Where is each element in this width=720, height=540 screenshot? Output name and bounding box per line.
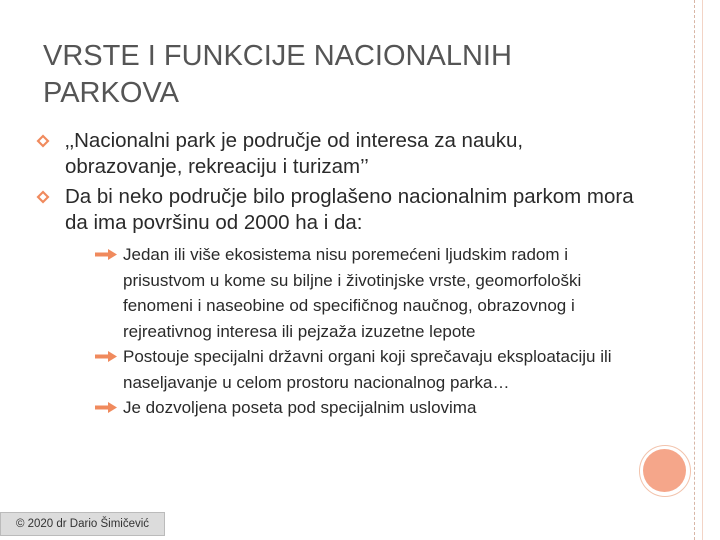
right-border-dashed-line xyxy=(694,0,695,540)
sub-bullet-text: Postouje specijalni državni organi koji sprečavaju eksploataciju ili naseljavanje u celom prostoru nacionalnog parka… xyxy=(123,347,612,392)
sub-bullet-text: Jedan ili više ekosistema nisu poremećeni ljudskim radom i prisustvom u kome su biljne i životinjske vrste, geomorfološki fenomeni i naseobine od specifičnog naučnog, obrazovnog i rejreativnog interesa ili pejzaža izuzetne lepote xyxy=(123,245,582,341)
bullet-item xyxy=(36,184,636,236)
bullet-text: Da bi neko područje bilo proglašeno nacionalnim parkom mora da ima površinu od 2000 ha i da: xyxy=(65,185,634,234)
arrow-bullet-icon xyxy=(94,350,118,363)
sub-bullet-item xyxy=(92,242,636,344)
sub-bullet-item xyxy=(92,395,636,421)
decorative-circle xyxy=(643,449,686,492)
title-line-2: PARKOVA xyxy=(43,77,179,109)
sub-bullet-item xyxy=(92,344,636,395)
bullet-item xyxy=(36,128,636,180)
arrow-bullet-icon xyxy=(94,401,118,414)
copyright-footer: © 2020 dr Dario Šimičević xyxy=(0,512,165,536)
arrow-bullet-icon xyxy=(94,248,118,261)
slide-title xyxy=(43,38,603,112)
title-line-1: VRSTE I FUNKCIJE NACIONALNIH xyxy=(43,40,512,72)
right-border-line xyxy=(702,0,703,540)
sub-bullet-list xyxy=(36,242,636,421)
diamond-bullet-icon xyxy=(36,190,50,204)
diamond-bullet-icon xyxy=(36,134,50,148)
slide-content xyxy=(36,128,636,421)
bullet-text: ‚‚Nacionalni park je područje od interesa za nauku, obrazovanje, rekreaciju i turizam’’ xyxy=(65,129,524,178)
sub-bullet-text: Je dozvoljena poseta pod specijalnim uslovima xyxy=(123,398,477,417)
